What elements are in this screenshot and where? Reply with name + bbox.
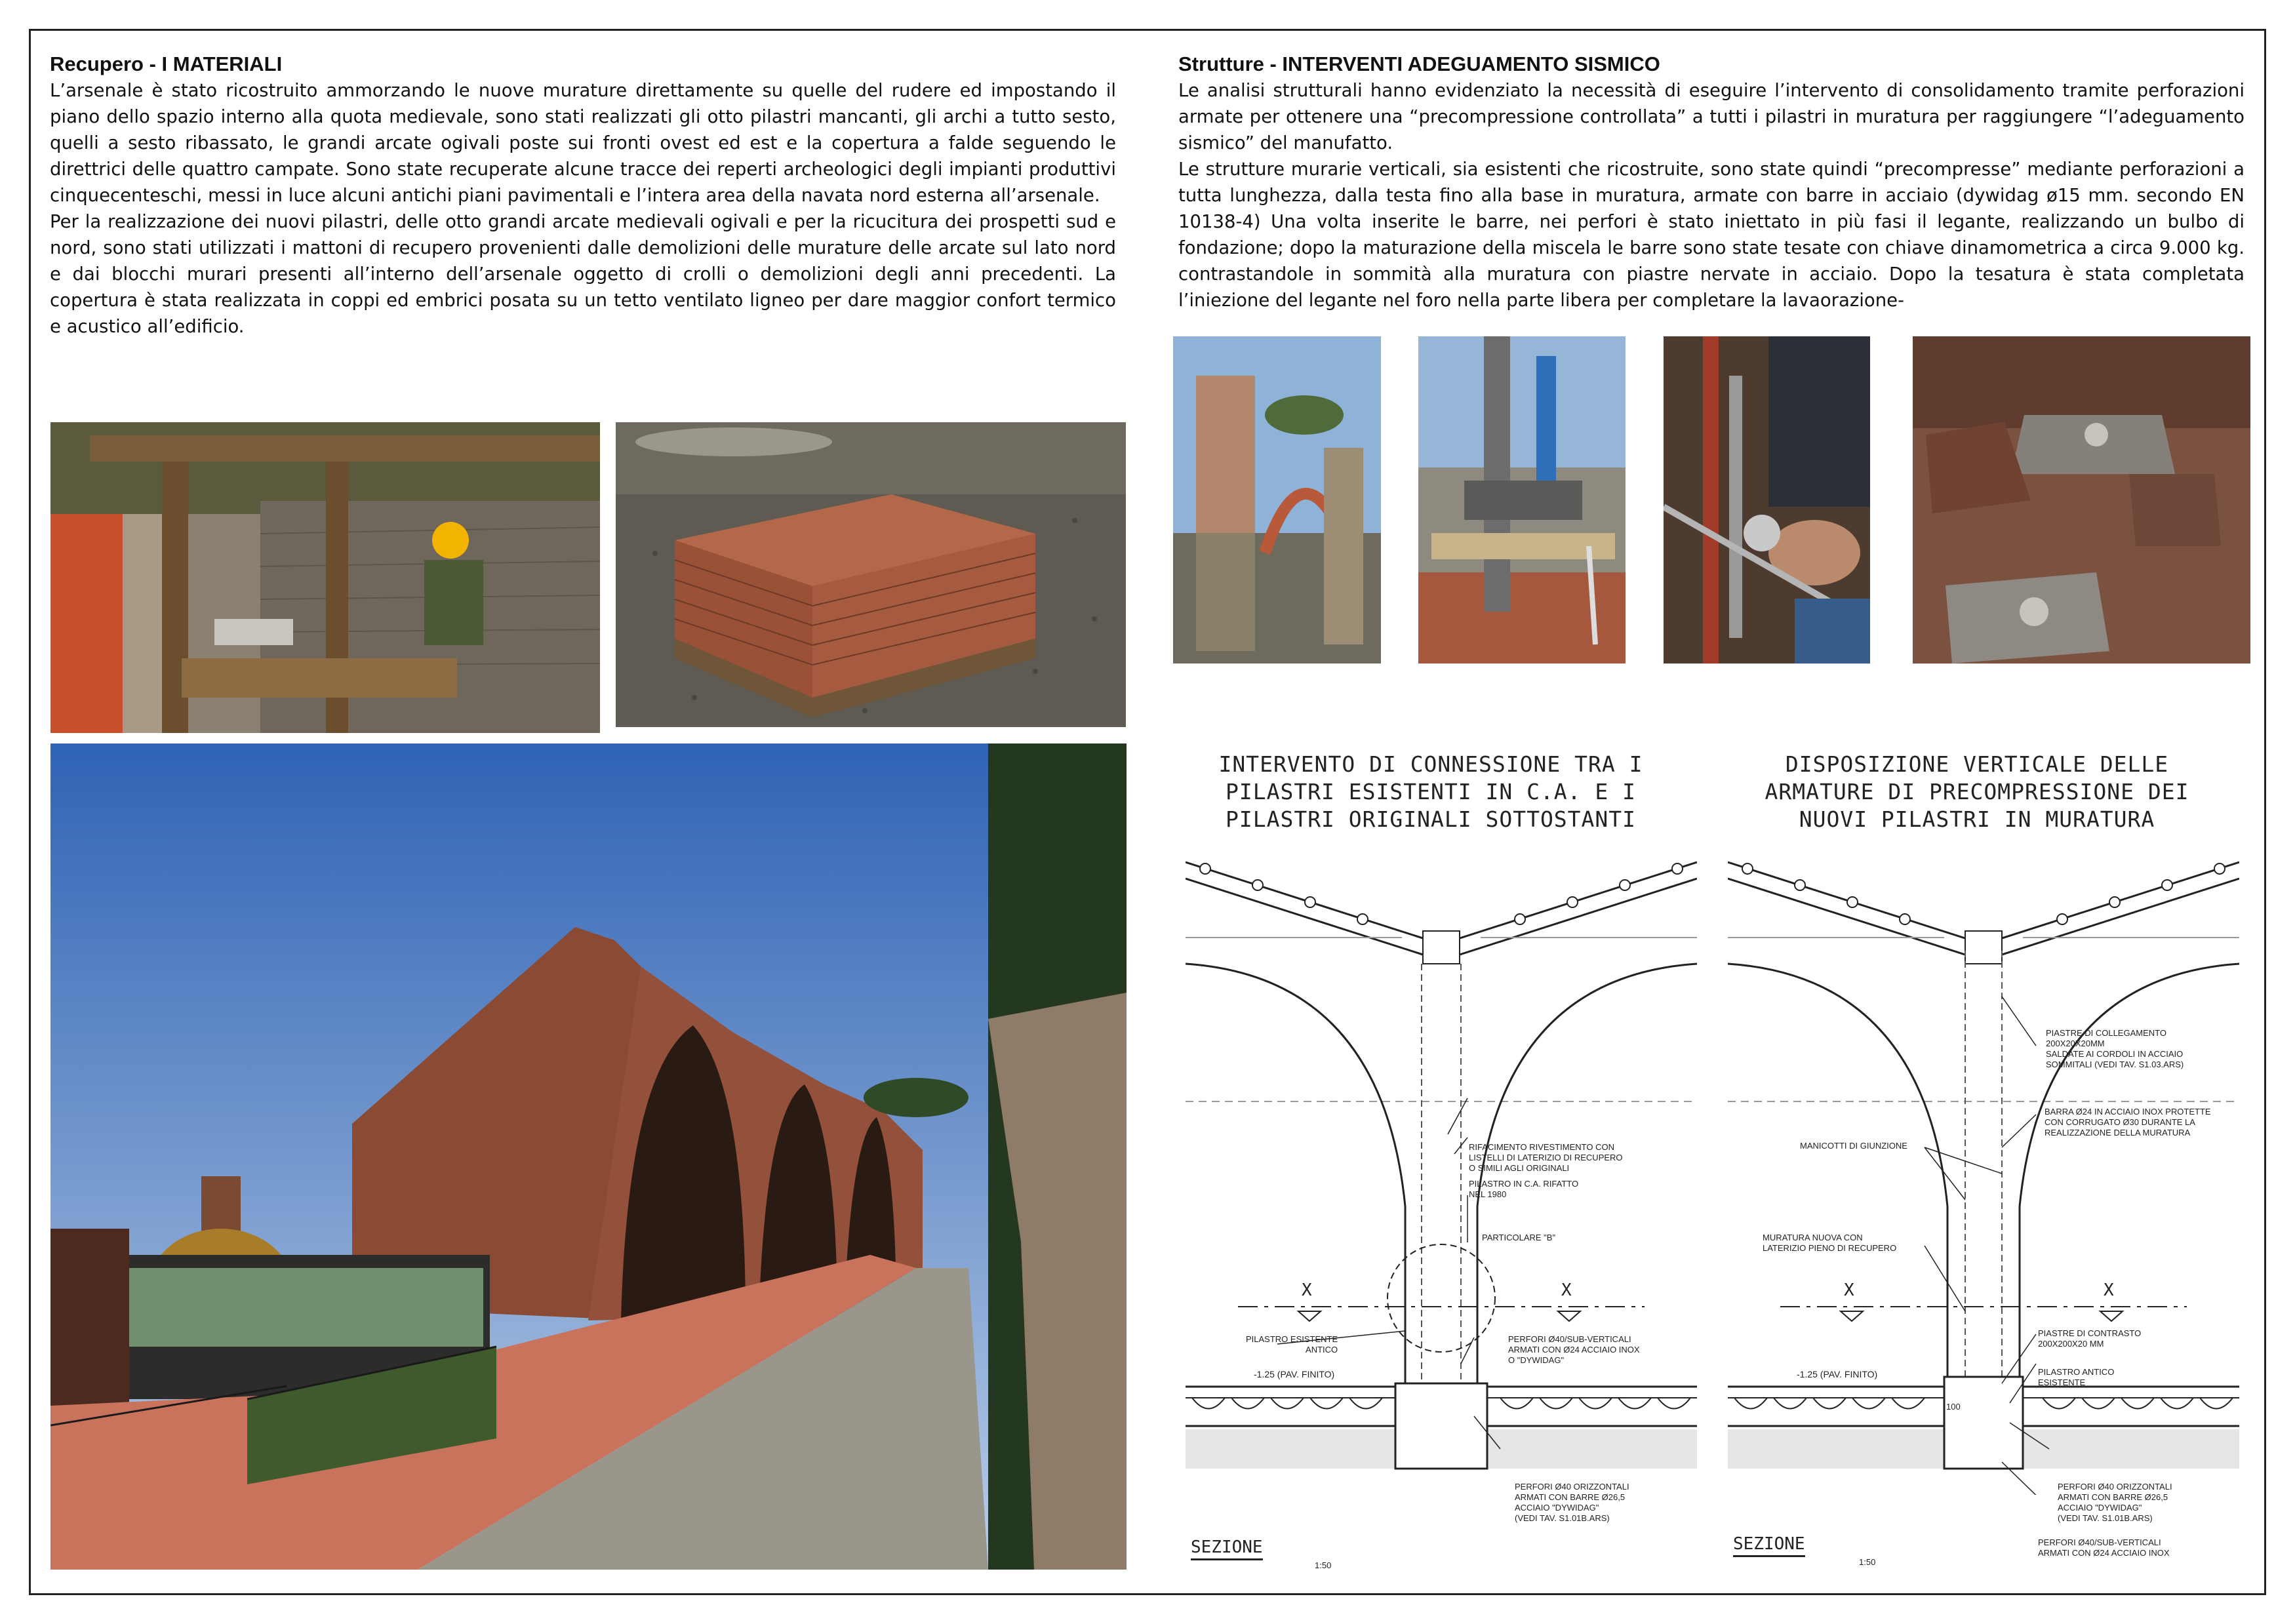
drawing2-note-perfori-verticali: PERFORI Ø40/SUB-VERTICALI ARMATI CON Ø24 ACCIAIO INOX: [2038, 1537, 2170, 1558]
right-heading: Strutture - INTERVENTI ADEGUAMENTO SISMICO: [1178, 52, 1660, 75]
drawing1-title: INTERVENTO DI CONNESSIONE TRA I PILASTRI ESISTENTI IN C.A. E I PILASTRI ORIGINALI SOTTOSTANTI: [1218, 751, 1643, 832]
drawing2-note-pilastro-antico: PILASTRO ANTICO ESISTENTE: [2038, 1367, 2115, 1387]
drawing1-note-pilastro-ca: PILASTRO IN C.A. RIFATTO NEL 1980: [1469, 1179, 1579, 1199]
drawing1-section-label: SEZIONE: [1191, 1537, 1263, 1560]
drawing2-title: DISPOSIZIONE VERTICALE DELLE ARMATURE DI PRECOMPRESSIONE DEI NUOVI PILASTRI IN MURATURA: [1765, 751, 2189, 832]
drawing2-note-manicotti: MANICOTTI DI GIUNZIONE: [1800, 1141, 1907, 1151]
left-paragraph-2: Per la realizzazione dei nuovi pilastri, delle otto grandi arcate medievali ogivali e per la ricucitura dei prospetti sud e nord, sono stati utilizzati i mattoni di recupero provenienti dalle demolizioni delle murature delle arcate sul lato nord e dai blocchi murari presenti all’interno dell’arsenale oggetto di crolli o demolizioni degli anni precedenti. La copertura è stata realizzata in coppi ed embrici posata su un tetto ventilato ligneo per dare maggior confort termico e acustico all’edificio.: [50, 211, 1116, 337]
drawing1-note-perfori-verticali: PERFORI Ø40/SUB-VERTICALI ARMATI CON Ø24 ACCIAIO INOX O "DYWIDAG": [1508, 1334, 1640, 1365]
drawing2-note-barra: BARRA Ø24 IN ACCIAIO INOX PROTETTE CON CORRUGATO Ø30 DURANTE LA REALIZZAZIONE DELLA MURATURA: [2045, 1107, 2211, 1138]
drawing1-note-particolare: PARTICOLARE "B": [1482, 1233, 1556, 1242]
drawing2-level: -1.25 (PAV. FINITO): [1797, 1369, 1878, 1379]
photo-arsenale-exterior: [50, 743, 1127, 1570]
right-paragraph-1: Le analisi strutturali hanno evidenziato la necessità di eseguire l’intervento di consolidamento tramite perforazioni armate per ottenere una “precompressione controllata” a tutti i pilastri in muratura per raggiungere “l’adeguamento sismico” del manufatto.: [1178, 80, 2245, 153]
drawing2-scale: 1:50: [1859, 1557, 1876, 1567]
photo-new-brick-pillars: [1173, 336, 1381, 663]
drawing2-note-piastre-collegamento: PIASTRE DI COLLEGAMENTO 200X20X20MM SALDATE AI CORDOLI IN ACCIAIO SOMMITALI (VEDI TAV. S1.03.ARS): [2046, 1028, 2184, 1069]
drawing1-section-mark-left: X: [1302, 1280, 1312, 1300]
drawing2-dimension: 100: [1946, 1402, 1961, 1412]
drawing1-level: -1.25 (PAV. FINITO): [1254, 1369, 1335, 1379]
left-paragraph-1: L’arsenale è stato ricostruito ammorzando le nuove murature direttamente su quelle del rudere ed impostando il piano dello spazio interno alla quota medievale, sono stati realizzati gli otto pilastri mancanti, gli archi a tutto sesto, quelli a sesto ribassato, le grandi arcate ogivali poste sui fronti ovest ed est e la copertura a falde seguendo le direttrici delle quattro campate. Sono state recuperate alcune tracce dei reperti archeologici degli impianti produttivi cinquecenteschi, messi in luce alcuni antichi piani pavimentali e l’intera area della navata nord esterna all’arsenale.: [50, 80, 1116, 206]
drawing1-note-pilastro-esistente: PILASTRO ESISTENTE ANTICO: [1246, 1334, 1338, 1355]
photo-worker-tensioning-bar: [1664, 336, 1870, 663]
drawing2-section-label: SEZIONE: [1733, 1534, 1805, 1557]
drawing2-section: [1728, 833, 2239, 1495]
drawing1-scale: 1:50: [1315, 1560, 1332, 1570]
drawing2-note-muratura: MURATURA NUOVA CON LATERIZIO PIENO DI RECUPERO: [1763, 1233, 1897, 1253]
drawing1-section-mark-right: X: [1561, 1280, 1572, 1300]
photo-pallet-recovered-bricks: [616, 422, 1126, 727]
right-text-block: [1178, 51, 2245, 313]
photo-anchor-plates: [1913, 336, 2250, 663]
photo-worker-cutting-bricks: [50, 422, 600, 733]
drawing1-note-perfori-orizzontali: PERFORI Ø40 ORIZZONTALI ARMATI CON BARRE Ø26,5 ACCIAIO "DYWIDAG" (VEDI TAV. S1.01B.ARS): [1515, 1482, 1629, 1523]
left-heading: Recupero - I MATERIALI: [50, 52, 283, 75]
photo-drilling-rig: [1418, 336, 1626, 663]
drawing2-section-mark-right: X: [2104, 1280, 2114, 1300]
drawing2-note-piastre-contrasto: PIASTRE DI CONTRASTO 200X200X20 MM: [2038, 1328, 2142, 1349]
drawing2-section-mark-left: X: [1844, 1280, 1854, 1300]
drawing1-note-rifacimento: RIFACIMENTO RIVESTIMENTO CON LISTELLI DI LATERIZIO DI RECUPERO O SIMILI AGLI ORIGINALI: [1469, 1142, 1623, 1173]
left-text-block: [50, 51, 1116, 340]
right-paragraph-2: Le strutture murarie verticali, sia esistenti che ricostruite, sono state quindi “precompresse” mediante perforazioni a tutta lunghezza, dalla testa fino alla base in muratura, armate con barre in acciaio (dywidag ø15 mm. secondo EN 10138-4) Una volta inserite le barre, nei perfori è stato iniettato in più fasi il legante, realizzando un bulbo di fondazione; dopo la maturazione della miscela le barre sono state tesate con chiave dinamometrica a circa 9.000 kg. contrastandole in sommità alla muratura con piastre nervate in acciaio. Dopo la tesatura è stata completata l’iniezione del legante nel foro nella parte libera per completare la lavaorazione-: [1178, 159, 2245, 311]
drawing2-note-perfori-orizzontali: PERFORI Ø40 ORIZZONTALI ARMATI CON BARRE Ø26,5 ACCIAIO "DYWIDAG" (VEDI TAV. S1.01B.ARS): [2058, 1482, 2172, 1523]
